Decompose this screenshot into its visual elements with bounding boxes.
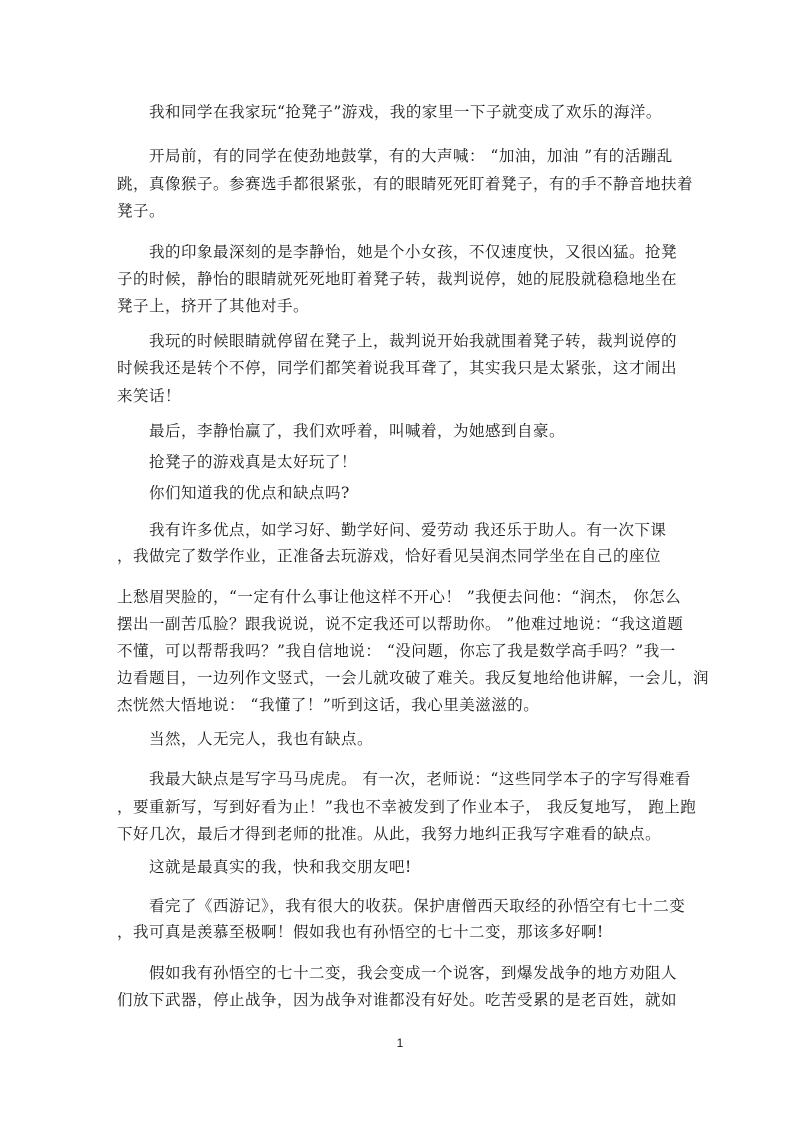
text-line: 下好几次，最后才得到老师的批准。从此，我努力地纠正我写字难看的缺点。 bbox=[117, 825, 662, 843]
text-line: 我最大缺点是写字马马虎虎。 有一次，老师说：“这些同学本子的字写得难看 bbox=[149, 770, 691, 788]
text-line: 最后，李静怡赢了，我们欢呼着，叫喊着，为她感到自豪。 bbox=[149, 422, 566, 440]
text-line: 看完了《西游记》，我有很大的收获。保护唐僧西天取经的孙悟空有七十二变 bbox=[149, 897, 686, 915]
text-line: 子的时候，静怡的眼睛就死死地盯着凳子转，裁判说停，她的屁股就稳稳地坐在 bbox=[117, 270, 678, 288]
text-line: 抢凳子的游戏真是太好玩了！ bbox=[149, 453, 358, 471]
text-line: 假如我有孙悟空的七十二变，我会变成一个说客，到爆发战争的地方劝阻人 bbox=[149, 964, 678, 982]
text-line: ，我可真是羡慕至极啊！假如我也有孙悟空的七十二变，那该多好啊! bbox=[117, 923, 604, 941]
text-line: 我玩的时候眼睛就停留在凳子上，裁判说开始我就围着凳子转，裁判说停的 bbox=[149, 332, 678, 350]
text-line: 你们知道我的优点和缺点吗? bbox=[149, 484, 350, 502]
text-line: ，要重新写，写到好看为止！”我也不幸被发到了作业本子， 我反复地写， 跑上跑 bbox=[117, 798, 697, 816]
text-line: 开局前，有的同学在使劲地鼓掌，有的大声喊： “加油，加油 ”有的活蹦乱 bbox=[149, 147, 673, 165]
text-line: 凳子。 bbox=[117, 202, 166, 220]
text-line: 当然，人无完人，我也有缺点。 bbox=[149, 730, 374, 748]
text-line: 来笑话！ bbox=[117, 387, 182, 405]
text-line: 杰恍然大悟地说： “我懂了！”听到这话，我心里美滋滋的。 bbox=[117, 696, 540, 714]
text-line: 这就是最真实的我，快和我交朋友吧! bbox=[149, 858, 412, 876]
text-line: 时候我还是转个不停，同学们都笑着说我耳聋了，其实我只是太紧张，这才闹出 bbox=[117, 359, 678, 377]
text-line: 摆出一副苦瓜脸？跟我说说，说不定我还可以帮助你。 ”他难过地说：“我这道题 bbox=[117, 615, 684, 633]
text-line: 跳，真像猴子。参赛选手都很紧张，有的眼睛死死盯着凳子，有的手不静音地扶着 bbox=[117, 175, 694, 193]
text-line: 边看题目，一边列作文竖式，一会儿就攻破了难关。我反复地给他讲解，一会儿，润 bbox=[117, 669, 710, 687]
text-line: 不懂，可以帮帮我吗？”我自信地说： “没问题，你忘了我是数学高手吗？”我一 bbox=[117, 642, 676, 660]
text-line: 我和同学在我家玩“抢凳子”游戏，我的家里一下子就变成了欢乐的海洋。 bbox=[149, 103, 662, 121]
text-line: 凳子上，挤开了其他对手。 bbox=[117, 297, 310, 315]
text-line: 们放下武器，停止战争，因为战争对谁都没有好处。吃苦受累的是老百姓，就如 bbox=[117, 991, 678, 1009]
text-line: 我有许多优点，如学习好、勤学好问、爱劳动 我还乐于助人。有一次下课 bbox=[149, 521, 667, 539]
text-line: 我的印象最深刻的是李静怡，她是个小女孩，不仅速度快，又很凶猛。抢凳 bbox=[149, 243, 678, 261]
page-number: 1 bbox=[396, 1036, 404, 1050]
text-line: ，我做完了数学作业，正准备去玩游戏，恰好看见吴润杰同学坐在自己的座位 bbox=[117, 547, 662, 565]
text-line: 上愁眉哭脸的，“一定有什么事让他这样不开心！ ”我便去问他：“润杰， 你怎么 bbox=[117, 588, 682, 606]
